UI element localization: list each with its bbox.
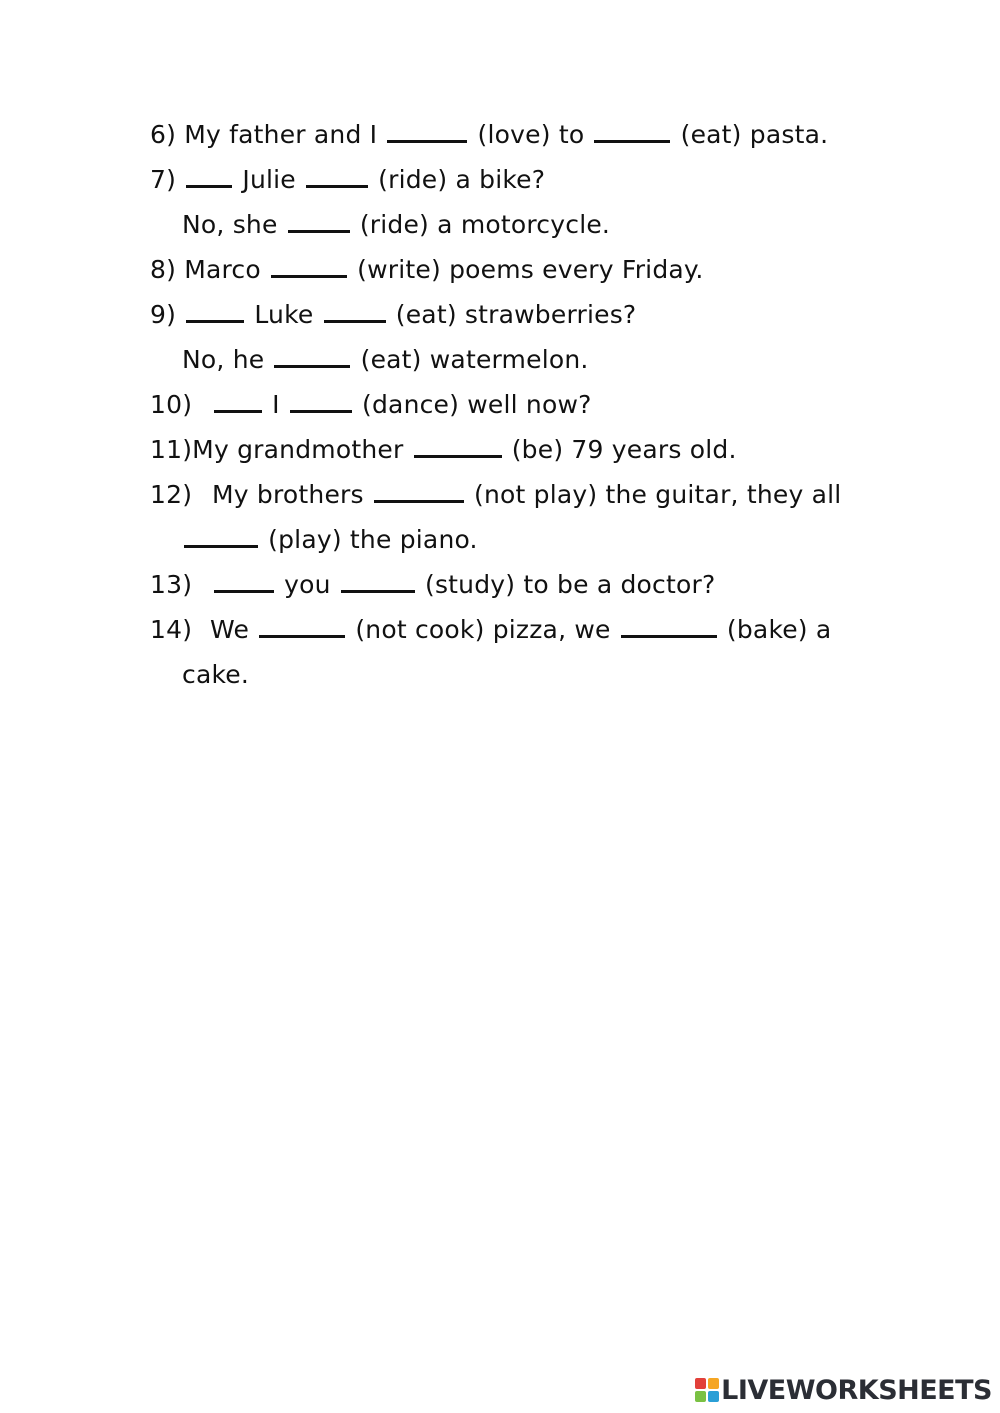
text: you bbox=[276, 570, 339, 599]
exercise-11 bbox=[150, 435, 737, 465]
answer-blank[interactable] bbox=[621, 635, 717, 638]
answer-blank[interactable] bbox=[214, 410, 262, 413]
text: Luke bbox=[246, 300, 322, 329]
text: cake. bbox=[182, 660, 249, 689]
answer-blank[interactable] bbox=[374, 500, 464, 503]
item-number: 11) bbox=[150, 435, 193, 464]
text: My brothers bbox=[212, 480, 372, 509]
text: (ride) a bike? bbox=[370, 165, 546, 194]
exercise-13 bbox=[150, 570, 715, 600]
text: (dance) well now? bbox=[353, 390, 592, 419]
item-number: 10) bbox=[150, 390, 193, 419]
exercise-14-cont bbox=[182, 660, 249, 690]
text: Julie bbox=[234, 165, 305, 194]
answer-blank[interactable] bbox=[186, 320, 244, 323]
text: I bbox=[264, 390, 288, 419]
answer-blank[interactable] bbox=[306, 185, 368, 188]
text: (play) the piano. bbox=[260, 525, 478, 554]
logo-square-green bbox=[695, 1391, 706, 1402]
exercise-12-cont bbox=[182, 525, 478, 555]
text: (eat) watermelon. bbox=[352, 345, 589, 374]
text: (not play) the guitar, they all bbox=[465, 480, 842, 509]
text: (be) 79 years old. bbox=[503, 435, 737, 464]
answer-blank[interactable] bbox=[186, 185, 232, 188]
answer-blank[interactable] bbox=[271, 275, 347, 278]
answer-blank[interactable] bbox=[184, 545, 258, 548]
answer-blank[interactable] bbox=[274, 365, 350, 368]
item-number: 9) bbox=[150, 300, 177, 329]
liveworksheets-logo-icon bbox=[695, 1378, 719, 1402]
answer-blank[interactable] bbox=[290, 410, 352, 413]
item-number: 13) bbox=[150, 570, 193, 599]
text: (study) to be a doctor? bbox=[416, 570, 716, 599]
text: (eat) pasta. bbox=[672, 120, 829, 149]
logo-square-orange bbox=[708, 1378, 719, 1389]
answer-blank[interactable] bbox=[288, 230, 350, 233]
item-number: 6) bbox=[150, 120, 177, 149]
item-number: 12) bbox=[150, 480, 193, 509]
text: (love) to bbox=[469, 120, 593, 149]
answer-blank[interactable] bbox=[594, 140, 670, 143]
liveworksheets-logo bbox=[695, 1375, 992, 1405]
text: (ride) a motorcycle. bbox=[351, 210, 611, 239]
text: (not cook) pizza, we bbox=[347, 615, 619, 644]
text: Marco bbox=[184, 255, 270, 284]
exercise-9-answer bbox=[182, 345, 589, 375]
item-number: 14) bbox=[150, 615, 193, 644]
exercise-9 bbox=[150, 300, 636, 330]
answer-blank[interactable] bbox=[341, 590, 415, 593]
text: (eat) strawberries? bbox=[387, 300, 637, 329]
exercise-8 bbox=[150, 255, 703, 285]
logo-text: LIVEWORKSHEETS bbox=[721, 1374, 992, 1406]
logo-square-red bbox=[695, 1378, 706, 1389]
exercise-7-answer bbox=[182, 210, 610, 240]
exercise-7 bbox=[150, 165, 545, 195]
text: (write) poems every Friday. bbox=[349, 255, 704, 284]
text: No, she bbox=[182, 210, 286, 239]
answer-blank[interactable] bbox=[414, 455, 502, 458]
exercise-6 bbox=[150, 120, 828, 150]
exercise-10 bbox=[150, 390, 592, 420]
text: My grandmother bbox=[192, 435, 412, 464]
answer-blank[interactable] bbox=[324, 320, 386, 323]
text: We bbox=[210, 615, 258, 644]
text: My father and I bbox=[184, 120, 386, 149]
text: (bake) a bbox=[718, 615, 832, 644]
text: No, he bbox=[182, 345, 273, 374]
item-number: 7) bbox=[150, 165, 177, 194]
answer-blank[interactable] bbox=[387, 140, 467, 143]
exercise-14 bbox=[150, 615, 831, 645]
item-number: 8) bbox=[150, 255, 177, 284]
exercise-12 bbox=[150, 480, 841, 510]
logo-square-blue bbox=[708, 1391, 719, 1402]
answer-blank[interactable] bbox=[214, 590, 274, 593]
answer-blank[interactable] bbox=[259, 635, 345, 638]
